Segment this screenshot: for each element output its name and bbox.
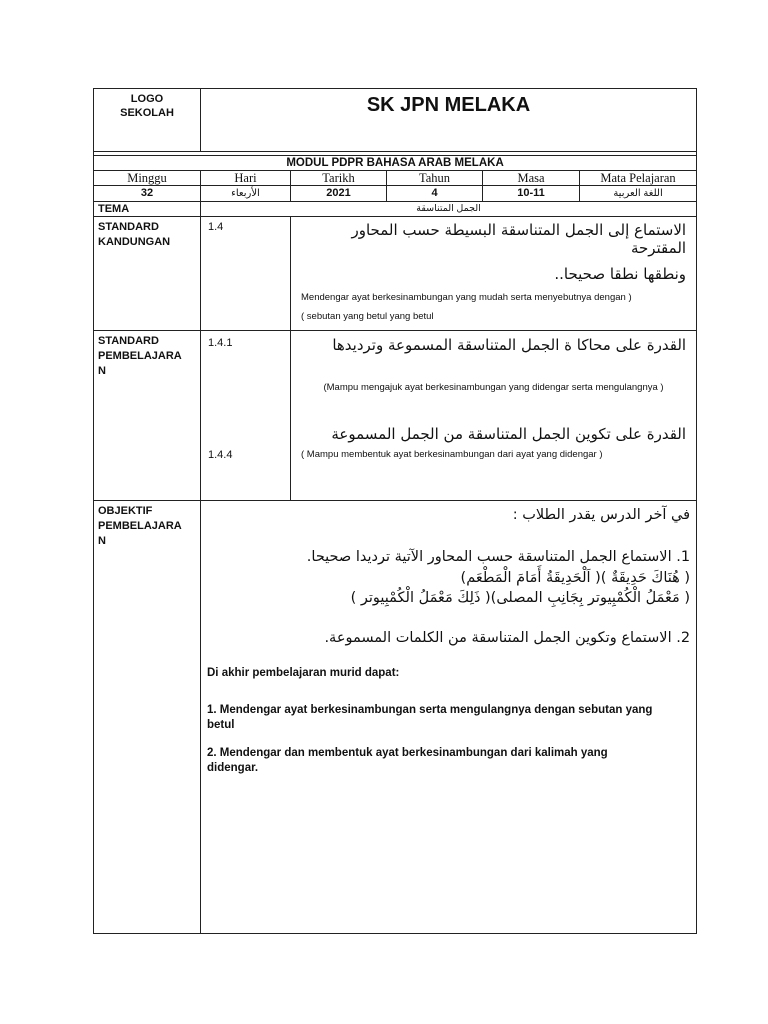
col-masa: Masa (483, 171, 580, 186)
col-hari: Hari (201, 171, 291, 186)
sk-arabic-line1: الاستماع إلى الجمل المتناسقة البسيطة حسب المحاور المقترحة (351, 221, 687, 257)
sk-label-line1: STANDARD (98, 221, 159, 233)
ob-label-line3: N (98, 535, 106, 547)
sp-malay1: (Mampu mengajuk ayat berkesinambungan yang didengar serta mengulangnya ) (323, 382, 664, 393)
ob-malay-point2-line2: didengar. (207, 762, 259, 774)
col-tarikh: Tarikh (291, 171, 387, 186)
tema-label: TEMA (94, 202, 201, 217)
ob-arabic-example1: ( هُنَاكَ حَدِيقَةٌ )( اَلْحَدِيقَةُ أَمَامَ الْمَطْعَم) (460, 570, 691, 586)
standard-kandungan-label (94, 217, 201, 331)
school-name: SK JPN MELAKA (201, 89, 697, 152)
ob-arabic-point2: 2. الاستماع وتكوين الجمل المتناسقة من الكلمات المسموعة. (324, 630, 691, 646)
logo-cell (94, 89, 201, 152)
standard-kandungan-code: 1.4 (201, 217, 291, 331)
sp-arabic2: القدرة على تكوين الجمل المتناسقة من الجمل المسموعة (331, 425, 687, 443)
sp-code2: 1.4.4 (208, 449, 233, 461)
ob-label-line1: OBJEKTIF (98, 505, 153, 517)
ob-arabic-intro: في آخر الدرس يقدر الطلاب : (512, 507, 691, 523)
ob-malay-intro: Di akhir pembelajaran murid dapat: (207, 667, 400, 679)
value-hari: الأربعاء (201, 186, 291, 202)
standard-kandungan-row (94, 217, 697, 331)
ob-arabic-point1: 1. الاستماع الجمل المتناسقة حسب المحاور الآتية ترديدا صحيحا. (306, 549, 691, 565)
objektif-row (94, 501, 697, 934)
values-row (94, 186, 697, 202)
column-header-row (94, 171, 697, 186)
lesson-plan-table (93, 88, 697, 934)
logo-line1: LOGO (130, 93, 164, 105)
value-tahun: 4 (387, 186, 483, 202)
sk-arabic-line2: ونطقها نطقا صحيحا.. (554, 265, 687, 283)
sk-label-line2: KANDUNGAN (98, 236, 171, 248)
sp-label-line3: N (98, 365, 106, 377)
objektif-label (94, 501, 201, 934)
standard-kandungan-content (291, 217, 697, 331)
sp-label-line2: PEMBELAJARA (98, 350, 182, 362)
standard-pembelajaran-label (94, 331, 201, 501)
sk-malay-line2: ( sebutan yang betul yang betul (301, 311, 434, 322)
sp-arabic1: القدرة على محاكا ة الجمل المتناسقة المسموعة وترديدها (332, 336, 687, 354)
tema-value: الجمل المتناسقة (201, 202, 697, 217)
sp-label-line1: STANDARD (98, 335, 159, 347)
ob-malay-point1-line2: betul (207, 719, 235, 731)
ob-malay-point2-line1: 2. Mendengar dan membentuk ayat berkesinambungan dari kalimah yang (207, 747, 608, 759)
sp-malay2: ( Mampu membentuk ayat berkesinambungan dari ayat yang didengar ) (301, 449, 603, 460)
modul-title: MODUL PDPR BAHASA ARAB MELAKA (94, 156, 697, 171)
sp-code1: 1.4.1 (208, 337, 233, 349)
col-tahun: Tahun (387, 171, 483, 186)
logo-line2: SEKOLAH (120, 107, 174, 119)
value-mata-pelajaran: اللغة العربية (580, 186, 697, 202)
value-masa: 10-11 (483, 186, 580, 202)
col-minggu: Minggu (94, 171, 201, 186)
value-minggu: 32 (94, 186, 201, 202)
sk-malay-line1: Mendengar ayat berkesinambungan yang mudah serta menyebutnya dengan ) (301, 292, 632, 303)
ob-malay-point1-line1: 1. Mendengar ayat berkesinambungan serta mengulangnya dengan sebutan yang (207, 704, 653, 716)
ob-arabic-example2: ( مَعْمَلُ الْكُمْبِيوتر بِجَانِبِ المصلى)( ذَلِكَ مَعْمَلُ الْكُمْبِيوتر ) (350, 590, 691, 606)
standard-pembelajaran-codes (201, 331, 291, 501)
objektif-content (201, 501, 697, 934)
ob-label-line2: PEMBELAJARA (98, 520, 182, 532)
col-mata-pelajaran: Mata Pelajaran (580, 171, 697, 186)
standard-pembelajaran-row (94, 331, 697, 501)
value-tarikh: 2021 (291, 186, 387, 202)
standard-pembelajaran-content (291, 331, 697, 501)
